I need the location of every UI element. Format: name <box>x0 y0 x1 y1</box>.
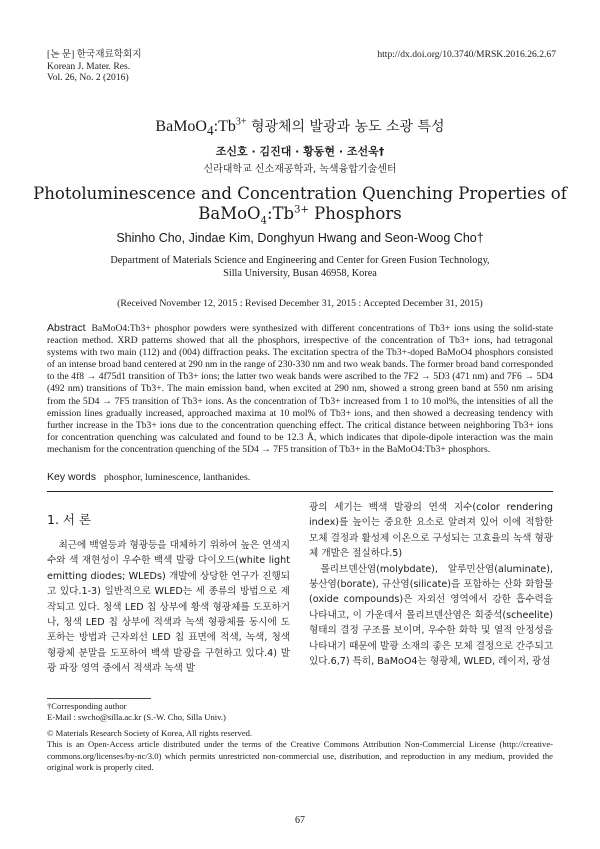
journal-volume: Vol. 26, No. 2 (2016) <box>47 72 129 83</box>
abstract-label: Abstract <box>47 322 86 334</box>
title-korean: $BaMoO_4:Tb^{3+}$ 형광체의 발광과 농도 소광 특성 <box>155 116 445 139</box>
author-email: E-Mail : swcho@silla.ac.kr (S.-W. Cho, Silla Univ.) <box>47 712 226 723</box>
keywords <box>47 471 250 483</box>
section-heading-introduction: 1. 서 론 <box>47 512 92 527</box>
journal-name-ko: [논 문] 한국재료학회지 <box>47 49 142 60</box>
keywords-text: phosphor, luminescence, lanthanides. <box>104 472 251 483</box>
journal-header <box>47 49 142 84</box>
body-column-right <box>309 500 553 669</box>
footnote <box>47 701 226 724</box>
doi-link[interactable]: http://dx.doi.org/10.3740/MRSK.2016.26.2.67 <box>377 49 556 60</box>
received-dates: (Received November 12, 2015 : Revised December 31, 2015 : Accepted December 31, 2015) <box>117 298 483 309</box>
paragraph: 몰리브덴산염(molybdate), 알루민산염(aluminate), 붕산염(borate), 규산염(silicate)을 포함하는 산화 화합물(oxide compounds)은 자외선 영역에서 강한 흡수력을 나타내고, 이 가운데서 몰리브덴산염은 회중석(scheelite) 형태의 결정 구조를 보이며, 우수한 화학 및 열적 안정성을 나타내기 때문에 발광 소재의 좋은 모체 결정으로 간주되고 있다.6,7) 특히, BaMoO4는 형광체, WLED, 레이저, 광섬 <box>309 563 553 668</box>
corresponding-author: †Corresponding author <box>47 701 127 711</box>
authors-english: Shinho Cho, Jindae Kim, Donghyun Hwang and Seon-Woog Cho† <box>116 231 484 245</box>
body-column-left <box>47 538 290 677</box>
affiliation-korean: 신라대학교 신소재공학과, 녹색융합기술센터 <box>203 164 397 175</box>
title-english: Photoluminescence and Concentration Quenching Properties of $BaMoO_4:Tb^{3+}$ Phosphors <box>33 184 567 227</box>
footnote-rule <box>47 698 151 699</box>
abstract <box>47 322 553 456</box>
affiliation-english: Department of Materials Science and Engineering and Center for Green Fusion Technology, Silla University, Busan 46958, Korea <box>110 255 490 279</box>
copyright-notice: © Materials Research Society of Korea, All rights reserved. This is an Open-Access article distributed under the terms of the Creative Commons Attribution Non-Commercial License (http://creative-commons.org/licenses/by-nc/3.0) which permits unrestricted non-commercial use, distribution, and reproduction in any medium, provided the original work is properly cited. <box>47 728 553 773</box>
paragraph: 광의 세기는 백색 발광의 연색 지수(color rendering index)를 높이는 중요한 요소로 알려져 있어 이에 적합한 모체 결정과 활성제 이온으로 구성되는 고효율의 녹색 형광체 개발은 절실하다.5) <box>309 502 553 560</box>
paragraph: 최근에 백열등과 형광등을 대체하기 위하여 높은 연색지수와 색 재현성이 우수한 백색 발광 다이오드(white light emitting diodes; WLEDs) 개발에 상당한 연구가 진행되고 있다.1-3) 일반적으로 WLED는 세 종류의 방법으로 제작되고 있다. 청색 LED 칩 상부에 황색 형광체를 도포하거나, 청색 LED 칩 상부에 적색과 녹색 형광체를 동시에 도포하는 방법과 근자외선 LED 칩 표면에 적색, 녹색, 청색 형광체 분말을 도포하여 백색 발광을 구현하고 있다.4) 발광 파장 영역 중에서 적색과 녹색 발 <box>47 540 290 675</box>
header-divider <box>47 491 553 492</box>
authors-korean: 조신호 · 김진대 · 황동현 · 조선욱† <box>215 145 385 158</box>
abstract-text: BaMoO4:Tb3+ phosphor powders were synthesized with different concentrations of Tb3+ ions using the solid-state reaction method. XRD patterns showed that all the phosphors, irrespective of the concentration of Tb3+ ions, had tetragonal systems with two main (112) and (004) diffraction peaks. The excitation spectra of the Tb3+-doped BaMoO4 phosphors consisted of an intense broad band centered at 290 nm in the range of 230-330 nm and two weak bands. The former broad band corresponded to the 4f8 → 4f75d1 transition of Tb3+ ions; the latter two weak bands were ascribed to the 7F2 → 5D3 (471 nm) and 7F6 → 5D4 (492 nm) transitions of Tb3+. The main emission band, when excited at 290 nm, showed a strong green band at 550 nm arising from the 5D4 → 7F5 transition of Tb3+ ions. As the concentration of Tb3+ increased from 1 to 10 mol%, the intensities of all the emission lines gradually increased, approached maxima at 10 mol% of Tb3+ ions, and then showed a decreasing tendency with further increase in the Tb3+ ions due to the concentration quenching effect. The critical distance between neighboring Tb3+ ions for concentration quenching was calculated and found to be 12.3 Å, which indicates that dipole-dipole interaction was the main mechanism for the concentration quenching of the 5D4 → 7F5 transition of Tb3+ in the BaMoO4:Tb3+ phosphors. <box>47 323 553 455</box>
page-number: 67 <box>295 815 305 826</box>
keywords-label: Key words <box>47 471 97 483</box>
journal-name-en: Korean J. Mater. Res. <box>47 60 131 72</box>
